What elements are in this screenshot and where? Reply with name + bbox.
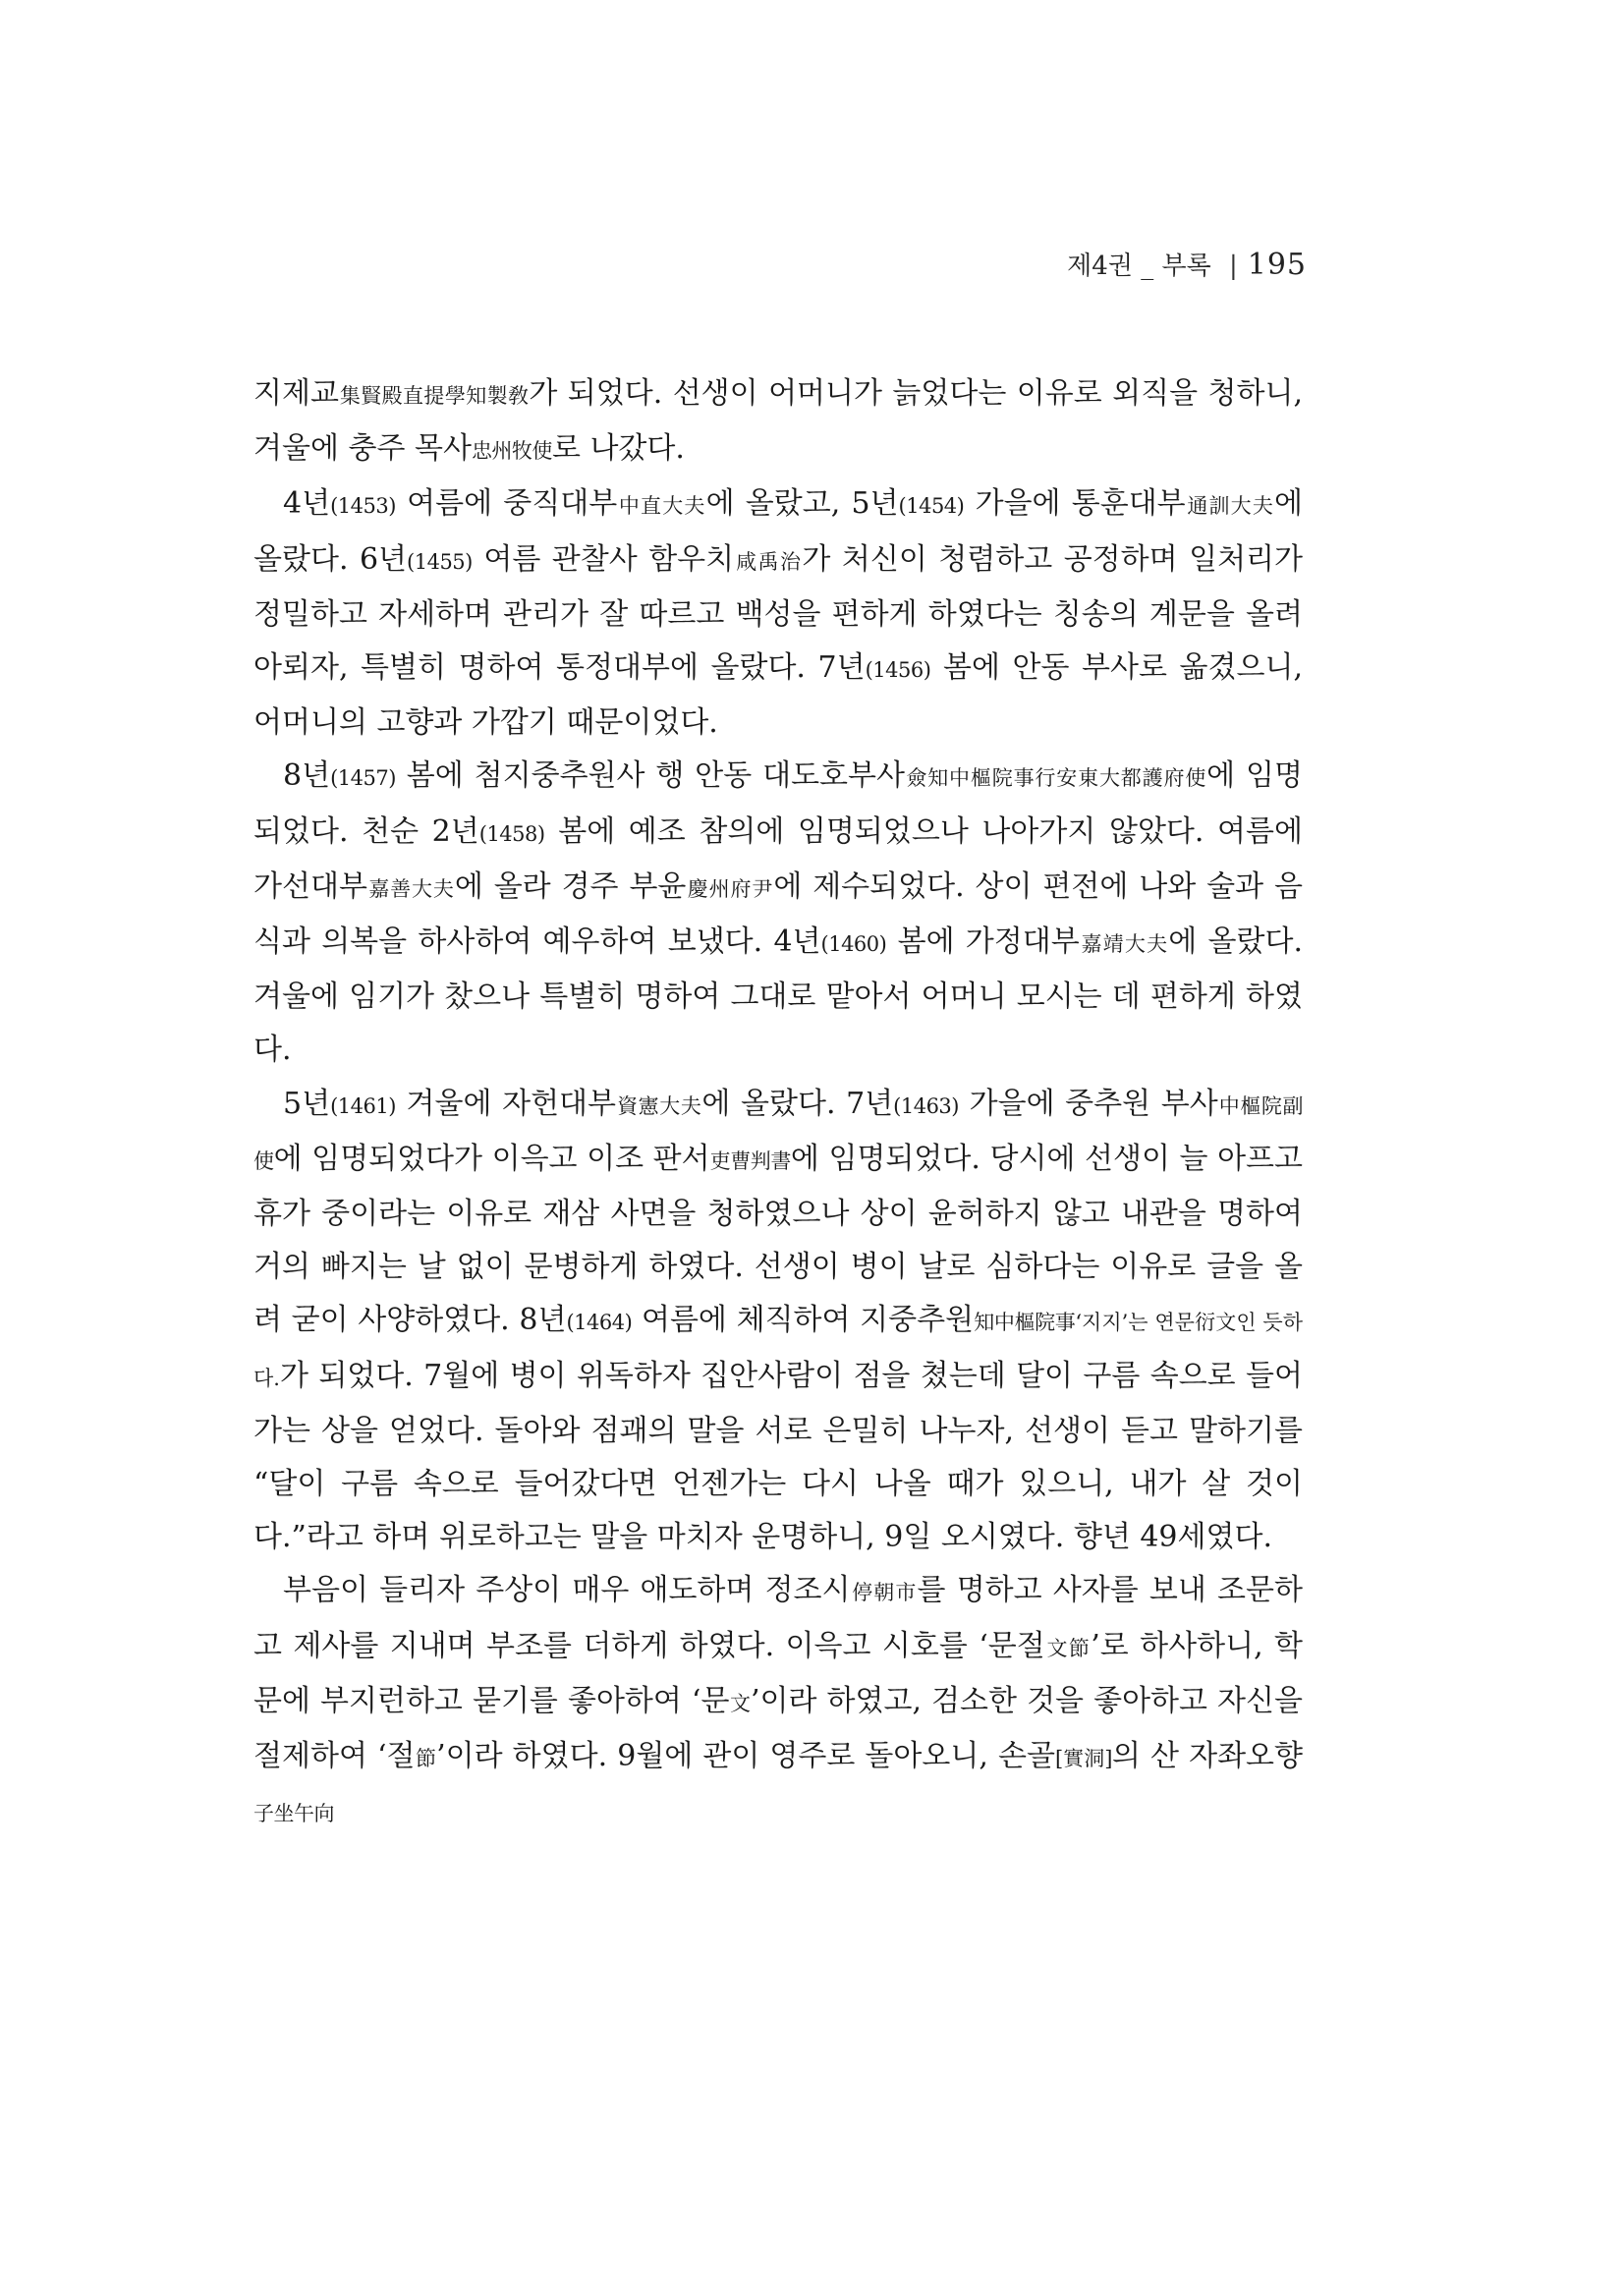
text-run: 에 올랐다. 6년 [253,486,1304,577]
text-run: 봄에 가정대부 [886,924,1080,960]
text-run: 겨울에 자헌대부 [395,1086,617,1121]
hanja-gloss: 子坐午向 [253,1802,334,1826]
text-run: 로 나갔다. [551,431,685,467]
text-run: 부음이 들리자 주상이 매우 애도하며 정조시 [283,1573,851,1608]
text-run: 에 임명되었다. 천순 2년 [253,758,1303,849]
hanja-gloss: 通訓大夫 [1185,494,1275,519]
hanja-gloss: 集賢殿直提學知製敎 [338,384,530,408]
text-run: 의 산 자좌오향 [1111,1739,1304,1774]
inline-note: ‘지지’는 연문衍文인 듯하다. [253,1311,1303,1390]
text-run: 여름에 체직하여 지중추원 [632,1303,975,1338]
text-run: 에 임명되었다. 당시에 선생이 늘 아프고 휴가 중이라는 이유로 재삼 사면을 청하였으나 상이 윤허하지 않고 내관을 명하여 거의 빠지는 날 없이 문병하게 하였다. 선생이 병이 날로 심하다는 이유로 글을 올려 굳이 사양하였다. 8년 [253,1141,1304,1338]
text-run: 가을에 통훈대부 [964,486,1186,522]
paragraph-3 [253,750,1303,1077]
section-label: 부록 [1161,252,1211,281]
text-run: 에 올라 경주 부윤 [454,868,687,904]
hanja-gloss: 嘉靖大夫 [1079,932,1169,957]
text-run: 8년 [283,758,331,794]
paragraph-4 [253,1078,1303,1565]
hanja-gloss: 慶州府尹 [686,876,774,901]
year-gloss: (1458) [478,821,545,846]
page-number: 195 [1247,248,1307,282]
text-run: 여름에 중직대부 [395,486,618,522]
text-run: 봄에 안동 부사로 옮겼으니, 어머니의 고향과 가깝기 때문이었다. [253,650,1303,741]
text-run: 가 처신이 청렴하고 공정하며 일처리가 정밀하고 자세하며 관리가 잘 따르고 백성을 편하게 하였다는 칭송의 계문을 올려 아뢰자, 특별히 명하여 통정대부에 올랐다. 7년 [253,541,1304,686]
hanja-gloss: 忠州牧使 [471,439,552,464]
header-divider: | [1228,252,1238,281]
hanja-gloss: [實洞] [1054,1747,1112,1771]
year-gloss: (1464) [566,1311,633,1335]
year-gloss: (1463) [893,1093,959,1118]
text-run: 지제교 [253,376,339,411]
text-run: 에 임명되었다가 이윽고 이조 판서 [273,1141,710,1176]
year-gloss: (1453) [330,494,396,519]
hanja-gloss: 文 [729,1691,751,1715]
text-run: 에 올랐다. 겨울에 임기가 찼으나 특별히 명하여 그대로 맡아서 어머니 모시는 데 편하게 하였다. [253,924,1303,1068]
volume-label: 제4권 [1067,252,1133,281]
text-run: 봄에 첨지중추원사 행 안동 대도호부사 [395,758,906,794]
hanja-gloss: 停朝市 [850,1581,918,1605]
text-run: 5년 [283,1086,331,1121]
year-gloss: (1455) [407,549,473,574]
year-gloss: (1457) [330,766,396,791]
text-run: ’이라 하였고, 검소한 것을 좋아하고 자신을 절제하여 ‘절 [253,1683,1303,1774]
year-gloss: (1461) [330,1093,396,1118]
hanja-gloss: 中樞院副使 [253,1093,1303,1173]
header-dash: _ [1141,252,1154,281]
hanja-gloss: 文節 [1044,1636,1092,1660]
text-run: 에 올랐다. 7년 [701,1086,894,1121]
year-gloss: (1454) [898,494,965,519]
hanja-gloss: 節 [415,1747,437,1771]
hanja-gloss: 咸禹治 [734,549,803,574]
hanja-gloss: 僉知中樞院事行安東大都護府使 [905,766,1207,791]
year-gloss: (1456) [865,658,931,683]
text-run: ’로 하사하니, 학문에 부지런하고 묻기를 좋아하여 ‘문 [253,1628,1303,1718]
paragraph-1 [253,367,1303,477]
text-run: 가 되었다. 선생이 어머니가 늙었다는 이유로 외직을 청하니, 겨울에 충주 목사 [253,376,1303,467]
text-run: 봄에 예조 참의에 임명되었으나 나아가지 않았다. 여름에 가선대부 [253,813,1303,904]
text-run: 가 되었다. 7월에 병이 위독하자 집안사람이 점을 쳤는데 달이 구름 속으로 들어가는 상을 얻었다. 돌아와 점괘의 말을 서로 은밀히 나누자, 선생이 듣고 말하기를 “달이 구름 속으로 들어갔다면 언젠가는 다시 나올 때가 있으니, 내가 살 것이다.”라고 하며 위로하고는 말을 마치자 운명하니, 9일 오시였다. 향년 49세였다. [253,1358,1303,1555]
text-run: 4년 [283,486,331,522]
text-run: ’이라 하였다. 9월에 관이 영주로 돌아오니, 손골 [436,1739,1055,1774]
hanja-gloss: 知中樞院事 [974,1311,1076,1335]
paragraph-5 [253,1564,1303,1840]
running-header [1067,246,1307,282]
hanja-gloss: 中直大夫 [617,494,706,519]
year-gloss: (1460) [820,932,887,957]
body-text [253,367,1303,1840]
paragraph-2 [253,477,1303,750]
text-run: 여름 관찰사 함우치 [472,541,735,577]
hanja-gloss: 嘉善大夫 [366,876,455,901]
hanja-gloss: 吏曹判書 [709,1148,791,1173]
hanja-gloss: 資憲大夫 [616,1093,702,1118]
text-run: 가을에 중추원 부사 [959,1086,1218,1121]
text-run: 에 제수되었다. 상이 편전에 나와 술과 음식과 의복을 하사하여 예우하여 보냈다. 4년 [253,868,1304,960]
text-run: 를 명하고 사자를 보내 조문하고 제사를 지내며 부조를 더하게 하였다. 이윽고 시호를 ‘문절 [253,1573,1303,1663]
text-run: 에 올랐고, 5년 [705,486,899,522]
